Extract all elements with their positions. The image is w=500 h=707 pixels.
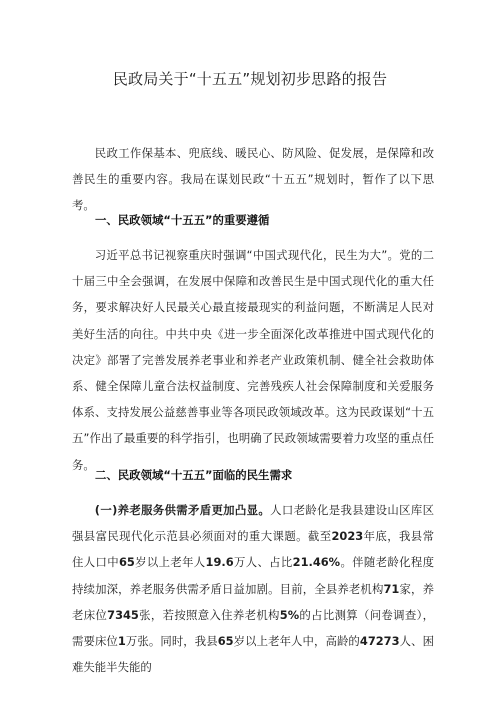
section-2-paragraph-1: (一)养老服务供需矛盾更加凸显。人口老龄化是我县建设山区库区强县富民现代化示范县必须面对的重大课题。截至2023年底，我县常住人口中65岁以上老年人19.6万人、占比21.46%。伴随老龄化程度持续加深，养老服务供需矛盾日益加剧。目前，全县养老机构71家，养老床位7345张，若按照意入住养老机构5%的占比测算（问卷调查），需要床位1万张。同时，我县65岁以上老年人中，高龄的47273人、困难失能半失能的: [72, 503, 434, 675]
subsection-lead: (一)养老服务供需矛盾更加凸显。: [94, 503, 271, 517]
section-1-heading: 一、民政领域“十五五”的重要遵循: [95, 213, 270, 227]
section-1-paragraph: 习近平总书记视察重庆时强调“中国式现代化，民生为大”。党的二十届三中全会强调，在发展中保障和改善民生是中国式现代化的重大任务，要求解决好人民最关心最直接最现实的利益问题，不断满足人民对美好生活的向往。中共中央《进一步全面深化改革推进中国式现代化的决定》部署了完善发展养老事业和养老产业政策机制、健全社会救助体系、健全保障儿童合法权益制度、完善残疾人社会保障制度和关爱服务体系、支持发展公益慈善事业等各项民政领域改革。这为民政谋划“十五五”作出了最重要的科学指引，也明确了民政领域需要着力攻坚的重点任务。: [72, 248, 434, 472]
document-title: 民政局关于“十五五”规划初步思路的报告: [112, 70, 388, 88]
section-2-heading: 二、民政领域“十五五”面临的民生需求: [95, 468, 293, 482]
intro-paragraph: 民政工作保基本、兜底线、暖民心、防风险、促发展，是保障和改善民生的重要内容。我局在谋划民政“十五五”规划时，暂作了以下思考。: [72, 146, 434, 213]
